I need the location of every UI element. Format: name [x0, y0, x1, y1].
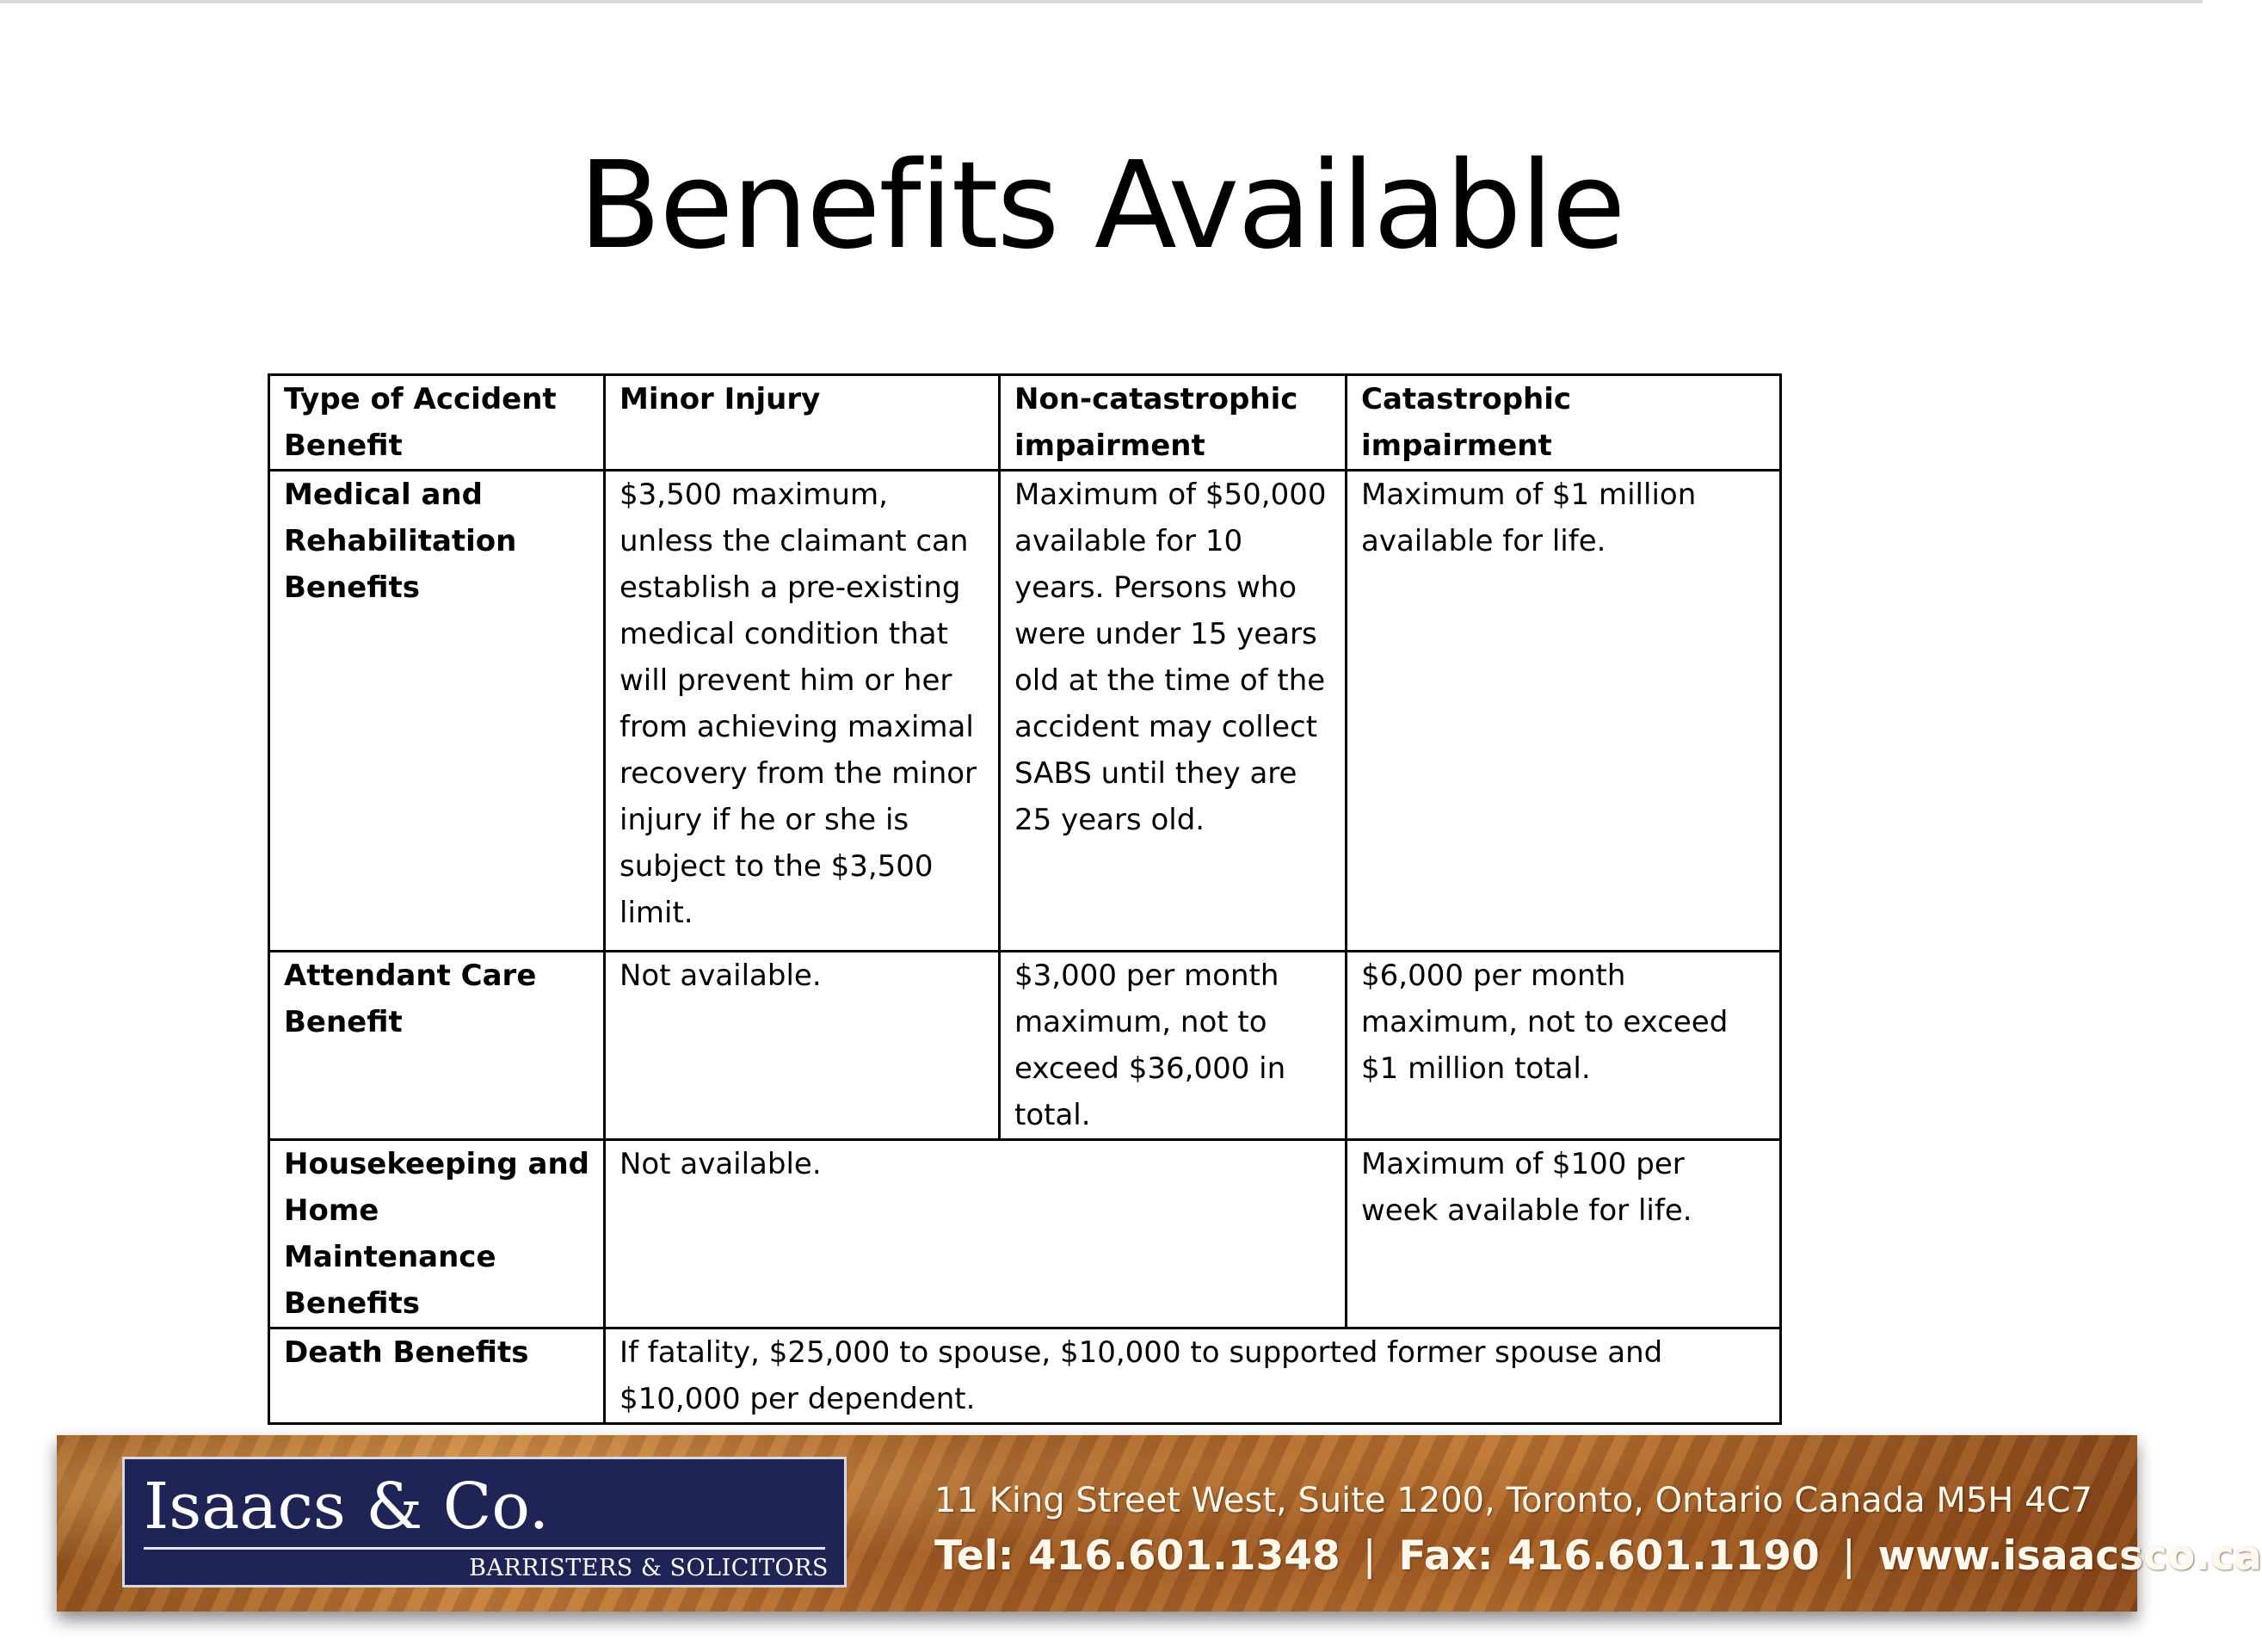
website-link[interactable]: www.isaacsco.ca [1877, 1532, 2262, 1580]
header-type-of-benefit: Type of Accident Benefit [269, 375, 605, 471]
logo-divider [144, 1547, 825, 1550]
cell-medical-cat: Maximum of $1 million available for life. [1347, 471, 1781, 952]
firm-logo [122, 1457, 847, 1587]
row-label-housekeeping: Housekeeping and Home Maintenance Benefits [269, 1140, 605, 1328]
table-row [269, 952, 1781, 1140]
logo-firm-name: Isaacs & Co. [144, 1470, 550, 1544]
cell-housekeeping-cat: Maximum of $100 per week available for life. [1347, 1140, 1781, 1328]
firm-address: 11 King Street West, Suite 1200, Toronto, Ontario Canada M5H 4C7 [934, 1481, 2093, 1520]
header-minor-injury: Minor Injury [605, 375, 1000, 471]
separator: | [1841, 1532, 1856, 1580]
logo-tagline: BARRISTERS & SOLICITORS [469, 1555, 829, 1581]
cell-attendant-noncat: $3,000 per month maximum, not to exceed $36,000 in total. [1000, 952, 1347, 1140]
top-rule [0, 0, 2203, 3]
row-label-attendant-care: Attendant Care Benefit [269, 952, 605, 1140]
cell-housekeeping-minor-noncat: Not available. [605, 1140, 1347, 1328]
table-row [269, 1328, 1781, 1424]
row-label-medical: Medical and Rehabilitation Benefits [269, 471, 605, 952]
telephone: Tel: 416.601.1348 [934, 1532, 1341, 1580]
cell-medical-noncat: Maximum of $50,000 available for 10 years. Persons who were under 15 years old at the time of the accident may collect SABS until they are 25 years old. [1000, 471, 1347, 952]
header-catastrophic: Catastrophic impairment [1347, 375, 1781, 471]
separator: | [1362, 1532, 1377, 1580]
table-header-row [269, 375, 1781, 471]
benefits-table [268, 373, 1782, 1425]
table-row [269, 471, 1781, 952]
cell-attendant-minor: Not available. [605, 952, 1000, 1140]
cell-attendant-cat: $6,000 per month maximum, not to exceed $1 million total. [1347, 952, 1781, 1140]
row-label-death: Death Benefits [269, 1328, 605, 1424]
cell-medical-minor: $3,500 maximum, unless the claimant can establish a pre-existing medical condition that will prevent him or her from achieving maximal recovery from the minor injury if he or she is subject to the $3,500 limit. [605, 471, 1000, 952]
contact-line [934, 1530, 2262, 1583]
table-row [269, 1140, 1781, 1328]
cell-death-all: If fatality, $25,000 to spouse, $10,000 to supported former spouse and $10,000 per dependent. [605, 1328, 1781, 1424]
header-non-catastrophic: Non-catastrophic impairment [1000, 375, 1347, 471]
footer-banner [57, 1435, 2262, 1612]
slide-title: Benefits Available [578, 136, 1624, 276]
fax: Fax: 416.601.1190 [1398, 1532, 1820, 1580]
